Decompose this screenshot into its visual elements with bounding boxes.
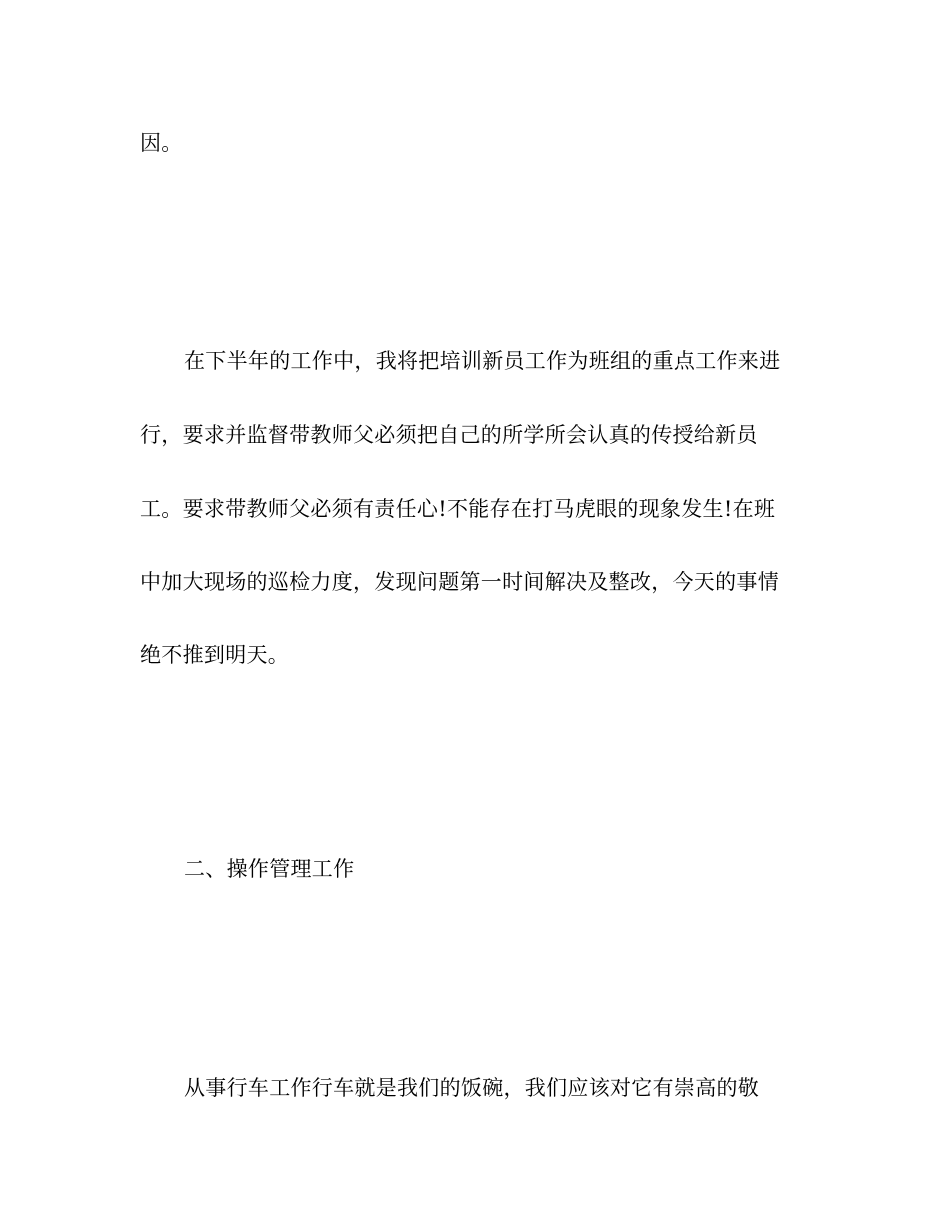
paragraph-line: 中加大现场的巡检力度，发现问题第一时间解决及整改，今天的事情 [140,570,779,594]
paragraph-line: 从事行车工作行车就是我们的饭碗，我们应该对它有崇高的敬 [184,1076,760,1100]
paragraph-line: 工。要求带教师父必须有责任心!不能存在打马虎眼的现象发生!在班 [140,497,776,521]
section-heading: 二、操作管理工作 [184,857,355,881]
paragraph-line: 绝不推到明天。 [140,643,290,667]
paragraph-line: 因。 [140,131,183,155]
paragraph-line: 在下半年的工作中，我将把培训新员工作为班组的重点工作来进 [184,349,781,373]
paragraph-line: 行，要求并监督带教师父必须把自己的所学所会认真的传授给新员 [140,423,758,447]
